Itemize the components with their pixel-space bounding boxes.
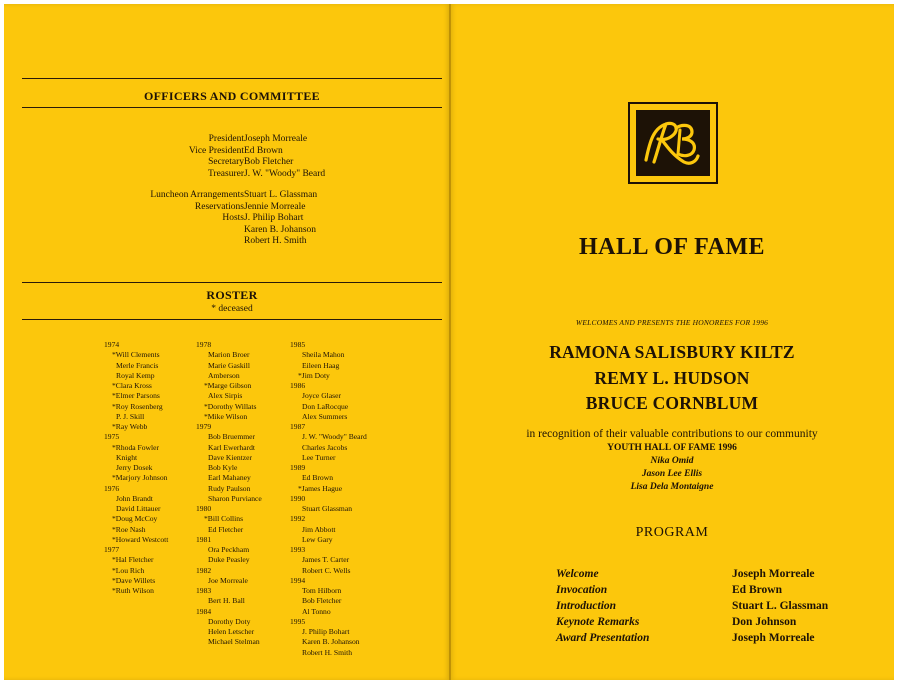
roster-name: *Roy Rosenberg — [112, 401, 163, 411]
officer-row — [22, 169, 442, 181]
roster-name: Jerry Dosek — [116, 463, 153, 472]
roster-name: *Elmer Parsons — [112, 391, 160, 401]
roster-name: Knight — [116, 452, 138, 462]
roster-name: *Hal Fletcher — [112, 555, 154, 565]
roster-name: J. Philip Bohart — [302, 627, 350, 636]
program-person: Stuart L. Glassman — [732, 600, 829, 612]
roster-name: Robert H. Smith — [302, 647, 352, 657]
rb-logo — [628, 102, 718, 184]
roster-name: *James Hague — [298, 483, 343, 493]
roster-year: 1985 — [290, 340, 306, 349]
roster-name: Karen B. Johanson — [302, 637, 360, 647]
committee-role: Hosts — [222, 213, 244, 223]
officers-title-rule — [22, 107, 442, 108]
roster-year: 1986 — [290, 381, 306, 390]
officers-gap — [22, 180, 442, 190]
program-person: Joseph Morreale — [732, 568, 815, 580]
roster-name: Jim Abbott — [302, 524, 336, 534]
roster-name: Eileen Haag — [302, 360, 340, 370]
roster-name: *Dave Willets — [112, 575, 156, 585]
committee-row — [22, 213, 442, 225]
roster-name: Karl Ewerhardt — [208, 442, 256, 452]
roster-year: 1983 — [196, 586, 212, 595]
officer-name: J. W. "Woody" Beard — [244, 168, 326, 179]
honoree-name: BRUCE CORNBLUM — [585, 393, 759, 413]
committee-row — [22, 202, 442, 214]
roster-name: Dave Kientzer — [208, 452, 253, 462]
program-person: Ed Brown — [732, 584, 782, 596]
roster-year: 1979 — [196, 422, 212, 431]
officer-name: Bob Fletcher — [244, 157, 294, 167]
roster-name: *Dorothy Willats — [204, 401, 257, 411]
committee-name: Karen B. Johanson — [244, 224, 317, 235]
officer-role: Secretary — [208, 157, 244, 167]
roster-year: 1976 — [104, 483, 120, 493]
committee-role: Luncheon Arrangements — [150, 190, 244, 200]
program-row — [556, 616, 866, 632]
roster-name: Helen Letscher — [208, 627, 255, 636]
roster-name: Bob Bruemmer — [208, 432, 256, 442]
officer-row — [22, 146, 442, 158]
roster-year: 1990 — [290, 493, 306, 503]
roster-name: Alex Summers — [302, 411, 348, 421]
roster-year: 1978 — [196, 340, 212, 349]
roster-column-3 — [290, 340, 367, 658]
roster-name: Joe Morreale — [208, 575, 248, 585]
roster-name: Royal Kemp — [116, 370, 155, 380]
roster-name: James T. Carter — [302, 555, 350, 565]
roster-name: P. J. Skill — [116, 411, 145, 421]
roster-year: 1993 — [290, 545, 306, 554]
roster-name: *Ruth Wilson — [112, 586, 154, 595]
rb-monogram-icon — [636, 110, 710, 176]
committee-role: Reservations — [194, 201, 244, 212]
roster-name: Bob Kyle — [208, 463, 238, 472]
top-rule — [22, 78, 442, 79]
officer-role: Treasurer — [207, 168, 244, 179]
roster-name: John Brandt — [116, 493, 153, 503]
recognition-line: in recognition of their valuable contributions to our community — [526, 428, 818, 440]
roster-name: Ed Brown — [302, 473, 334, 483]
roster-name: Stuart Glassman — [302, 504, 352, 513]
youth-hof-title: YOUTH HALL OF FAME 1996 — [607, 443, 737, 453]
roster-name: *Doug McCoy — [112, 514, 158, 524]
roster-name: Tom Hilborn — [302, 586, 342, 595]
roster-column-1 — [104, 340, 168, 596]
program-person: Don Johnson — [732, 616, 797, 628]
committee-name: J. Philip Bohart — [244, 213, 304, 223]
committee-name: Stuart L. Glassman — [244, 190, 318, 200]
program-item: Award Presentation — [556, 632, 650, 644]
roster-name: *Clara Kross — [112, 381, 152, 390]
roster-name: *Howard Westcott — [112, 534, 169, 544]
roster-name: *Lou Rich — [112, 565, 145, 575]
program-item: Welcome — [556, 568, 599, 580]
roster-name: *Mike Wilson — [204, 411, 248, 421]
roster-name: Alex Sirpis — [208, 391, 243, 401]
officer-name: Joseph Morreale — [244, 134, 308, 144]
roster-name: *Jim Doty — [298, 370, 330, 380]
program-row — [556, 584, 866, 600]
committee-row — [22, 236, 442, 248]
roster-name: Marion Broer — [208, 350, 250, 360]
honoree-name: REMY L. HUDSON — [594, 368, 750, 388]
roster-year: 1992 — [290, 514, 306, 524]
roster-year: 1987 — [290, 422, 306, 431]
roster-name: *Marjory Johnson — [112, 473, 168, 483]
roster-year: 1974 — [104, 340, 120, 349]
committee-row — [22, 225, 442, 237]
youth-honoree: Nika Omid — [650, 456, 694, 466]
roster-year: 1977 — [104, 545, 120, 554]
roster-name: Don LaRocque — [302, 401, 349, 411]
roster-year: 1994 — [290, 575, 306, 585]
hall-of-fame-title: HALL OF FAME — [579, 234, 765, 260]
officer-row — [22, 134, 442, 146]
officers-list — [22, 134, 442, 248]
roster-name: J. W. "Woody" Beard — [302, 432, 367, 442]
roster-name: Al Tonno — [302, 606, 331, 616]
roster-name: *Ray Webb — [112, 422, 148, 431]
roster-name: Ora Peckham — [208, 545, 250, 554]
roster-name: Michael Stelman — [208, 637, 260, 647]
roster-name: Amberson — [208, 370, 240, 380]
committee-name: Robert H. Smith — [244, 236, 307, 246]
roster-name: Marie Gaskill — [208, 360, 250, 370]
roster-name: *Marge Gibson — [204, 381, 252, 390]
roster-name: *Bill Collins — [204, 514, 244, 524]
roster-year: 1989 — [290, 463, 306, 472]
program-row — [556, 632, 866, 648]
honoree-name: RAMONA SALISBURY KILTZ — [549, 342, 795, 362]
officer-row — [22, 157, 442, 169]
roster-name: Charles Jacobs — [302, 442, 348, 452]
program-row — [556, 568, 866, 584]
roster-name: David Littauer — [116, 504, 161, 513]
roster-name: Joyce Glaser — [302, 391, 342, 401]
roster-year: 1981 — [196, 534, 212, 544]
roster-year: 1984 — [196, 606, 212, 616]
roster-name: Earl Mahaney — [208, 473, 251, 483]
roster-name: Rudy Paulson — [208, 483, 251, 493]
roster-top-rule — [22, 282, 442, 283]
roster-name: Sharon Purviance — [208, 493, 262, 503]
committee-name: Jennie Morreale — [244, 201, 306, 212]
program-title: PROGRAM — [635, 525, 709, 540]
roster-name: Merle Francis — [116, 360, 159, 370]
program-item: Introduction — [556, 600, 617, 612]
roster-year: 1980 — [196, 504, 212, 513]
roster-name: Lew Gary — [302, 534, 333, 544]
roster-year: 1975 — [104, 432, 120, 442]
roster-name: Lee Turner — [302, 452, 336, 462]
rb-logo-mark — [636, 110, 710, 176]
committee-row — [22, 190, 442, 202]
youth-honoree: Jason Lee Ellis — [641, 469, 703, 479]
roster-title-rule — [22, 319, 442, 320]
program-row — [556, 600, 866, 616]
roster-year: 1982 — [196, 565, 212, 575]
program-item: Keynote Remarks — [556, 616, 640, 628]
roster-column-2 — [196, 340, 262, 648]
roster-name: *Rhoda Fowler — [112, 442, 160, 452]
roster-name: Duke Peasley — [208, 555, 250, 565]
youth-honoree: Lisa Dela Montaigne — [630, 482, 714, 492]
roster-title: ROSTER — [206, 288, 258, 302]
roster-name: Robert C. Wells — [302, 565, 351, 575]
roster-year: 1995 — [290, 616, 306, 626]
officer-role: Vice President — [188, 145, 244, 156]
welcome-line: WELCOMES AND PRESENTS THE HONOREES FOR 1996 — [575, 318, 769, 327]
roster-name: Ed Fletcher — [208, 524, 244, 534]
roster-name: Sheila Mahon — [302, 350, 345, 360]
roster-name: Bert H. Ball — [208, 596, 245, 606]
roster-name: *Will Clements — [112, 350, 160, 360]
program-item: Invocation — [556, 584, 608, 596]
roster-name: *Roe Nash — [112, 524, 146, 534]
program-person: Joseph Morreale — [732, 632, 815, 644]
officers-title: OFFICERS AND COMMITTEE — [144, 89, 320, 103]
officer-name: Ed Brown — [244, 145, 283, 156]
roster-name: Bob Fletcher — [302, 596, 342, 606]
roster-name: Dorothy Doty — [208, 616, 251, 626]
deceased-note: * deceased — [211, 304, 253, 314]
officer-role: President — [208, 134, 244, 144]
